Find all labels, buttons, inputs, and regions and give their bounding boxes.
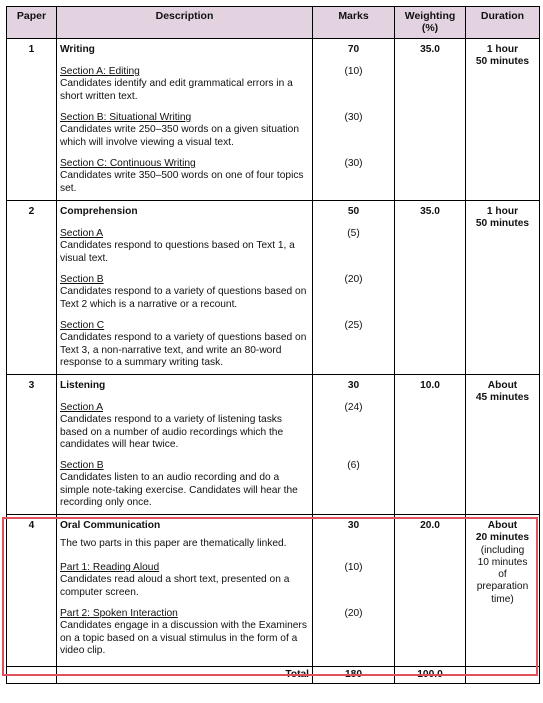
section-text: Candidates identify and edit grammatical errors in a short written text. — [60, 78, 293, 102]
intro-row — [7, 538, 540, 562]
section-heading: Section B: Situational Writing — [60, 112, 192, 123]
section-text: Candidates respond to a variety of listening tasks based on a number of audio recordings which the candidates will hear twice. — [60, 414, 284, 450]
section-text: Candidates write 350–500 words on one of four topics set. — [60, 170, 304, 194]
paper-number: 4 — [7, 515, 57, 539]
paper-duration: 1 hour 50 minutes — [466, 201, 540, 375]
section-text: Candidates engage in a discussion with the Examiners on a topic based on a visual stimulus in the form of a video clip. — [60, 620, 307, 656]
section-description — [57, 460, 313, 515]
duration-note: (including 10 minutes of preparation time) — [476, 544, 529, 605]
paper-weighting: 20.0 — [395, 515, 466, 539]
header-paper: Paper — [7, 7, 57, 39]
section-text: Candidates listen to an audio recording and do a simple note-taking exercise. Candidates will hear the recording only once. — [60, 472, 298, 508]
section-marks: (6) — [313, 460, 395, 515]
paper-marks: 70 — [313, 39, 395, 67]
section-heading: Part 1: Reading Aloud — [60, 562, 160, 573]
paper-number: 3 — [7, 375, 57, 403]
section-heading: Section A — [60, 228, 104, 239]
section-description — [57, 112, 313, 158]
paper-3-title-row — [7, 375, 540, 403]
section-description — [57, 66, 313, 112]
section-text: Candidates respond to a variety of questions based on Text 2 which is a narrative or a recount. — [60, 286, 307, 310]
paper-marks: 30 — [313, 515, 395, 539]
section-heading: Section C — [60, 320, 105, 331]
paper-duration: About 20 minutes (including 10 minutes of preparation time) — [466, 515, 540, 667]
section-marks: (10) — [313, 66, 395, 112]
paper-title: Comprehension — [57, 201, 313, 229]
section-marks: (20) — [313, 274, 395, 320]
section-heading: Section A — [60, 402, 104, 413]
section-heading: Section B — [60, 274, 104, 285]
paper-weighting: 10.0 — [395, 375, 466, 403]
section-row — [7, 274, 540, 320]
section-text: Candidates respond to a variety of questions based on Text 3, a non-narrative text, and write an 80-word response to a summary writing task. — [60, 332, 307, 368]
section-marks: (25) — [313, 320, 395, 375]
total-label: Total — [57, 667, 313, 684]
section-description — [57, 158, 313, 201]
section-text: Candidates write 250–350 words on a given situation which will involve viewing a visual text. — [60, 124, 299, 148]
header-row — [7, 7, 540, 39]
section-row — [7, 158, 540, 201]
section-heading: Section A: Editing — [60, 66, 140, 77]
section-description — [57, 562, 313, 608]
section-heading: Section B — [60, 460, 104, 471]
section-row — [7, 402, 540, 460]
paper-2-title-row — [7, 201, 540, 229]
section-marks: (20) — [313, 608, 395, 667]
header-description: Description — [57, 7, 313, 39]
total-weighting: 100.0 — [395, 667, 466, 684]
section-heading: Section C: Continuous Writing — [60, 158, 196, 169]
total-row — [7, 667, 540, 684]
paper-1-title-row — [7, 39, 540, 67]
paper-4-title-row — [7, 515, 540, 539]
section-marks: (5) — [313, 228, 395, 274]
section-heading: Part 2: Spoken Interaction — [60, 608, 178, 619]
header-duration: Duration — [466, 7, 540, 39]
section-description — [57, 228, 313, 274]
section-row — [7, 228, 540, 274]
total-marks: 180 — [313, 667, 395, 684]
paper-intro: The two parts in this paper are thematically linked. — [57, 538, 313, 562]
section-marks: (24) — [313, 402, 395, 460]
section-row — [7, 562, 540, 608]
section-row — [7, 112, 540, 158]
section-text: Candidates read aloud a short text, presented on a computer screen. — [60, 574, 290, 598]
section-marks: (10) — [313, 562, 395, 608]
section-description — [57, 402, 313, 460]
paper-title: Writing — [57, 39, 313, 67]
section-row — [7, 460, 540, 515]
header-marks: Marks — [313, 7, 395, 39]
section-marks: (30) — [313, 112, 395, 158]
paper-duration: About 45 minutes — [466, 375, 540, 515]
paper-title: Listening — [57, 375, 313, 403]
section-marks: (30) — [313, 158, 395, 201]
paper-number: 2 — [7, 201, 57, 229]
section-text: Candidates respond to questions based on Text 1, a visual text. — [60, 240, 295, 264]
paper-weighting: 35.0 — [395, 39, 466, 67]
section-row — [7, 320, 540, 375]
paper-marks: 30 — [313, 375, 395, 403]
section-description — [57, 320, 313, 375]
paper-weighting: 35.0 — [395, 201, 466, 229]
paper-title: Oral Communication — [57, 515, 313, 539]
paper-marks: 50 — [313, 201, 395, 229]
section-description — [57, 274, 313, 320]
header-weighting: Weighting (%) — [395, 7, 466, 39]
paper-duration: 1 hour 50 minutes — [466, 39, 540, 201]
section-row — [7, 66, 540, 112]
section-description — [57, 608, 313, 667]
section-row — [7, 608, 540, 667]
syllabus-table — [6, 6, 540, 684]
paper-number: 1 — [7, 39, 57, 67]
